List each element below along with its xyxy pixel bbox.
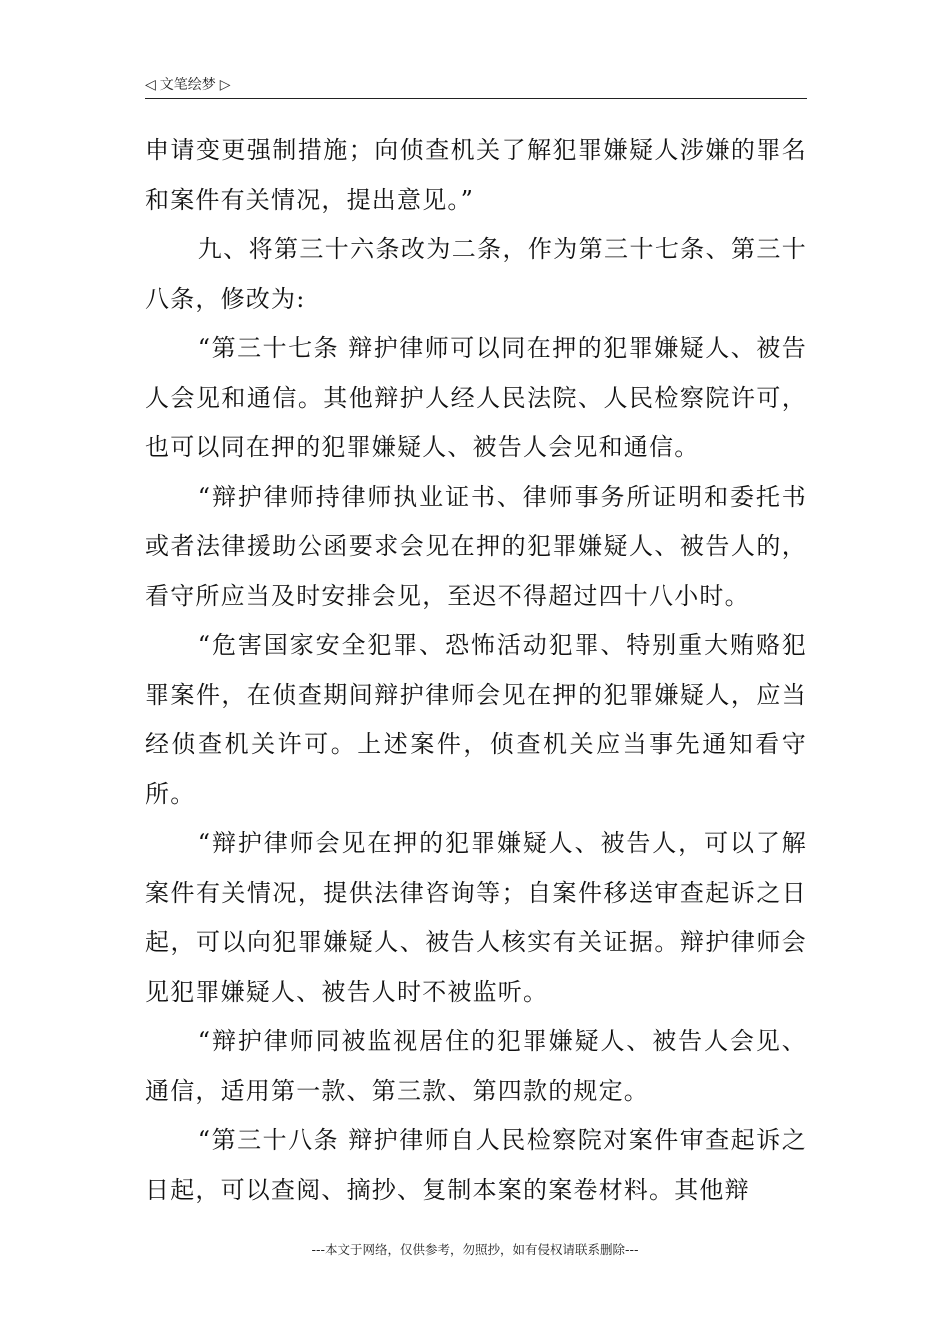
footer-notice: ---本文于网络，仅供参考，勿照抄，如有侵权请联系删除---: [311, 1242, 639, 1257]
right-triangle-icon: ▷: [219, 77, 231, 93]
paragraph-6: “辩护律师会见在押的犯罪嫌疑人、被告人，可以了解案件有关情况，提供法律咨询等；自案件移送审查起诉之日起，可以向犯罪嫌疑人、被告人核实有关证据。辩护律师会见犯罪嫌疑人、被告人时不被监听。: [145, 829, 807, 1006]
paragraph-2: 九、将第三十六条改为二条，作为第三十七条、第三十八条，修改为:: [145, 235, 807, 313]
page-header: [145, 72, 807, 99]
paragraph-8: “第三十八条 辩护律师自人民检察院对案件审查起诉之日起，可以查阅、摘抄、复制本案的案卷材料。其他辩: [145, 1126, 807, 1204]
document-body: [145, 126, 807, 1215]
paragraph-7: “辩护律师同被监视居住的犯罪嫌疑人、被告人会见、通信，适用第一款、第三款、第四款的规定。: [145, 1027, 807, 1105]
paragraph-1: 申请变更强制措施；向侦查机关了解犯罪嫌疑人涉嫌的罪名和案件有关情况，提出意见。”: [145, 136, 807, 214]
header-brand: 文笔绘梦: [159, 77, 216, 93]
paragraph-4: “辩护律师持律师执业证书、律师事务所证明和委托书或者法律援助公函要求会见在押的犯罪嫌疑人、被告人的，看守所应当及时安排会见，至迟不得超过四十八小时。: [145, 482, 807, 610]
paragraph-3: “第三十七条 辩护律师可以同在押的犯罪嫌疑人、被告人会见和通信。其他辩护人经人民法院、人民检察院许可，也可以同在押的犯罪嫌疑人、被告人会见和通信。: [145, 334, 807, 461]
left-triangle-icon: ◁: [145, 77, 156, 93]
paragraph-5: “危害国家安全犯罪、恐怖活动犯罪、特别重大贿赂犯罪案件，在侦查期间辩护律师会见在押的犯罪嫌疑人，应当经侦查机关许可。上述案件，侦查机关应当事先通知看守所。: [145, 631, 807, 808]
